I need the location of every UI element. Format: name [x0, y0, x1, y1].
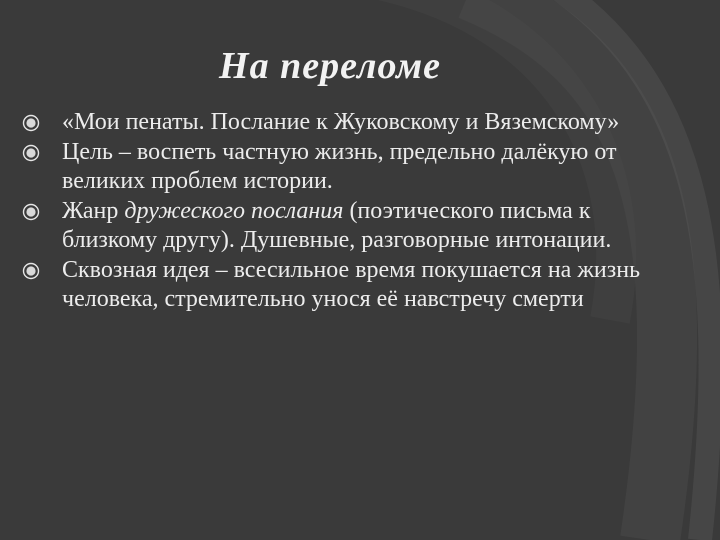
bullet-text: «Мои пенаты. Послание к Жуковскому и Вяземскому»	[62, 109, 620, 135]
bullet-item	[18, 108, 678, 138]
bullet-item	[18, 138, 678, 197]
bullet-list	[18, 108, 678, 315]
bullet-item	[18, 256, 678, 315]
bullet-text: Сквозная идея – всесильное время покушается на жизнь человека, стремительно унося её навстречу смерти	[62, 256, 641, 312]
slide-title: На переломе	[219, 45, 441, 87]
target-circle-icon	[22, 203, 40, 221]
bullet-text: Жанр	[62, 197, 125, 224]
target-circle-icon	[22, 144, 40, 162]
bullet-text: (поэтического письма к близкому другу). Душевные, разговорные интонации.	[62, 197, 612, 253]
target-circle-icon	[22, 114, 40, 132]
target-circle-icon	[22, 262, 40, 280]
bullet-text: Цель – воспеть частную жизнь, предельно далёкую от великих проблем истории.	[62, 138, 617, 194]
bullet-item	[18, 197, 678, 256]
bullet-text-italic: дружеского послания	[124, 197, 344, 224]
